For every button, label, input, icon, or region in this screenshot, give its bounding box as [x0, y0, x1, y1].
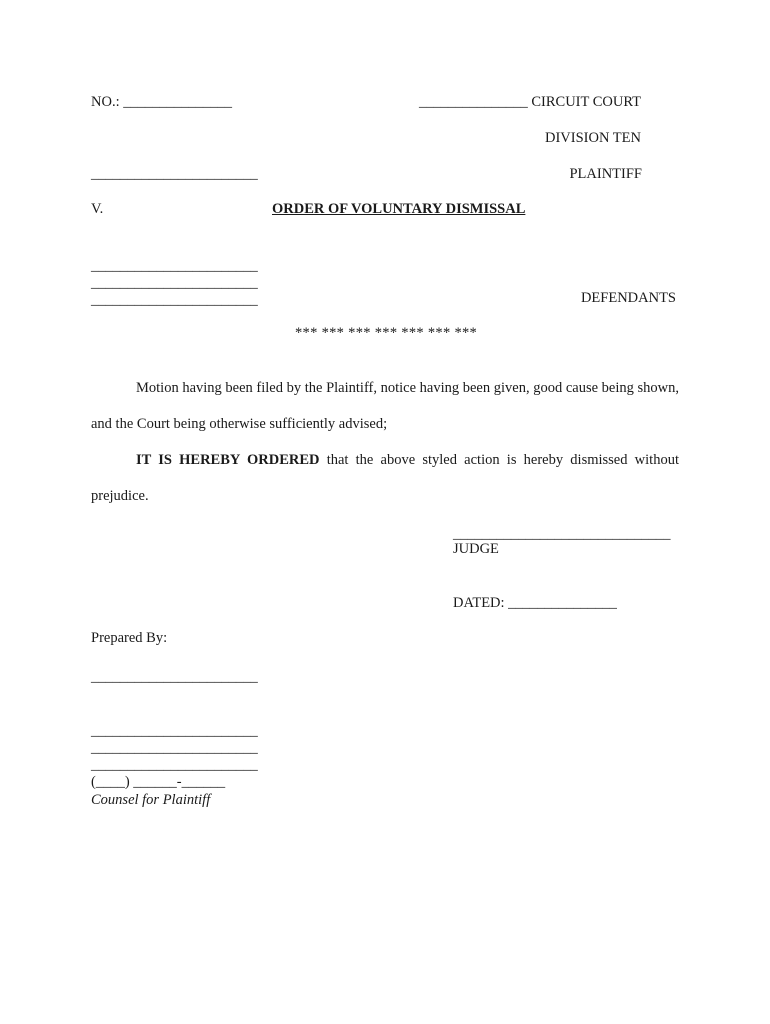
motion-paragraph: Motion having been filed by the Plaintiff, notice having been given, good cause being shown, and the Court being otherwise sufficiently advised;: [91, 380, 679, 432]
order-emphasis: IT IS HEREBY ORDERED: [136, 452, 320, 468]
defendants-label: DEFENDANTS: [580, 290, 676, 306]
judge-signature-line: ______________________________: [453, 526, 671, 542]
address-line: _______________________: [91, 723, 258, 739]
prepared-by-label: Prepared By:: [91, 630, 168, 646]
versus-label: V.: [91, 201, 104, 217]
dated-field: DATED: _______________: [453, 595, 617, 611]
address-line: _______________________: [91, 740, 258, 756]
court-division: DIVISION TEN: [545, 130, 641, 146]
defendant-name-line: _______________________: [91, 292, 258, 308]
order-paragraph: [91, 442, 679, 514]
judge-label: JUDGE: [453, 541, 499, 557]
defendant-name-line: _______________________: [91, 258, 258, 274]
counsel-label: Counsel for Plaintiff: [91, 792, 211, 808]
section-separator: *** *** *** *** *** *** ***: [295, 325, 478, 341]
phone-line: (____) ______-______: [91, 774, 226, 790]
plaintiff-name-line: _______________________: [91, 166, 258, 182]
case-number: NO.: _______________: [91, 94, 232, 110]
document-title: ORDER OF VOLUNTARY DISMISSAL: [272, 201, 526, 217]
court-name: _______________ CIRCUIT COURT: [418, 94, 641, 110]
order-text: that the above styled action is hereby dismissed without prejudice.: [91, 452, 679, 504]
preparer-name-line: _______________________: [91, 669, 258, 685]
defendant-name-line: _______________________: [91, 275, 258, 291]
address-line: _______________________: [91, 757, 258, 773]
plaintiff-label: PLAINTIFF: [569, 166, 642, 182]
